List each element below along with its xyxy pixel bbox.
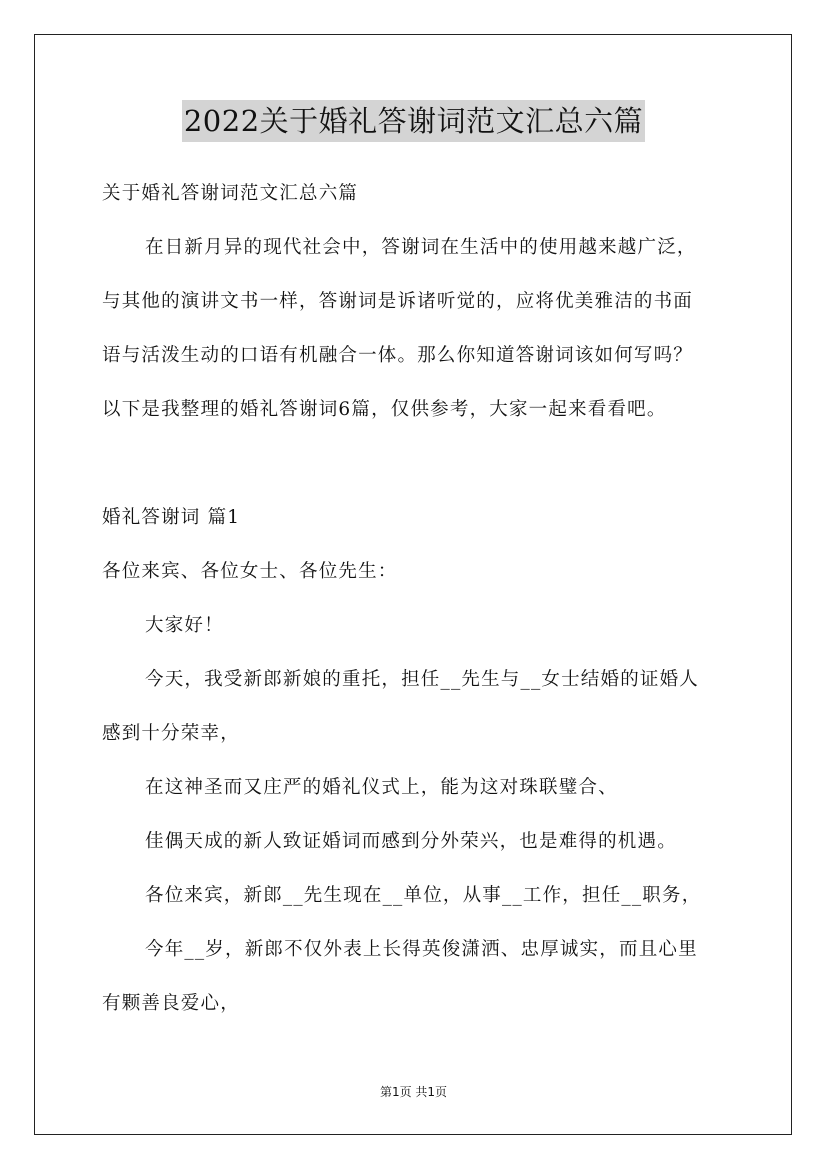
body-paragraph-line: 今年__岁，新郎不仅外表上长得英俊潇洒、忠厚诚实，而且心里: [145, 939, 698, 960]
intro-line-4: 以下是我整理的婚礼答谢词6篇，仅供参考，大家一起来看看吧。: [102, 399, 667, 420]
document-title: 2022关于婚礼答谢词范文汇总六篇: [182, 100, 645, 142]
body-paragraph-line: 佳偶天成的新人致证婚词而感到分外荣兴，也是难得的机遇。: [145, 831, 677, 852]
document-subtitle: 关于婚礼答谢词范文汇总六篇: [102, 183, 359, 204]
intro-line-3: 语与活泼生动的口语有机融合一体。那么你知道答谢词该如何写吗？: [102, 345, 694, 366]
salutation: 各位来宾、各位女士、各位先生：: [102, 561, 398, 582]
body-paragraph-line: 有颗善良爱心，: [102, 993, 240, 1014]
body-paragraph-line: 在这神圣而又庄严的婚礼仪式上，能为这对珠联璧合、: [145, 777, 618, 798]
body-paragraph-line: 各位来宾，新郎__先生现在__单位，从事__工作，担任__职务，: [145, 885, 702, 906]
body-paragraph-line: 感到十分荣幸，: [102, 723, 240, 744]
title-container: [0, 100, 827, 142]
body-paragraph-line: 今天，我受新郎新娘的重托，担任__先生与__女士结婚的证婚人: [145, 669, 700, 690]
section-heading: 婚礼答谢词 篇1: [102, 507, 241, 528]
greeting: 大家好！: [145, 615, 224, 636]
intro-line-1: 在日新月异的现代社会中，答谢词在生活中的使用越来越广泛，: [145, 237, 697, 258]
intro-line-2: 与其他的演讲文书一样，答谢词是诉诸听觉的，应将优美雅洁的书面: [102, 291, 694, 312]
page-number-footer: 第1页 共1页: [379, 1085, 448, 1099]
